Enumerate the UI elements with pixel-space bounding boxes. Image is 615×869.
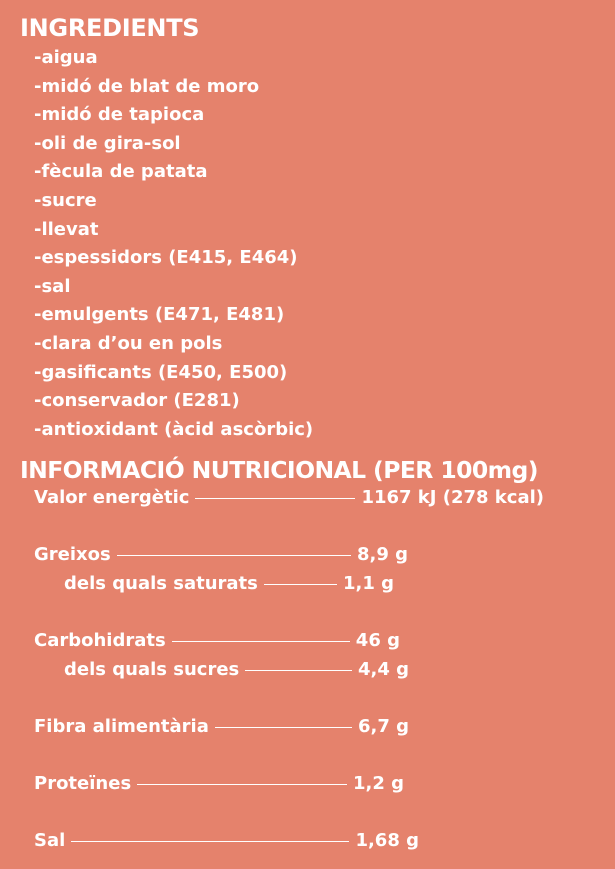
leader-line bbox=[172, 641, 350, 642]
ingredient-item: -midó de tapioca bbox=[34, 104, 205, 126]
nutrition-row-salt bbox=[34, 830, 419, 856]
nutrition-label: dels quals saturats bbox=[64, 573, 258, 594]
leader-line bbox=[215, 727, 352, 728]
nutrition-row-fat bbox=[34, 544, 408, 570]
ingredient-item: -fècula de patata bbox=[34, 161, 208, 183]
ingredient-item: -clara d’ou en pols bbox=[34, 332, 223, 354]
nutrition-label: Proteïnes bbox=[34, 773, 132, 794]
ingredient-item: -sucre bbox=[34, 189, 97, 211]
nutrition-row-carbohydrates bbox=[34, 630, 400, 656]
ingredient-item: -midó de blat de moro bbox=[34, 75, 260, 97]
leader-line bbox=[117, 555, 351, 556]
nutrition-row-saturated bbox=[64, 573, 394, 599]
nutrition-value: 4,4 g bbox=[357, 659, 409, 680]
nutrition-row-protein bbox=[34, 773, 404, 799]
nutrition-label: Sal bbox=[34, 830, 66, 851]
nutrition-row-energy bbox=[34, 487, 544, 513]
ingredient-item: -antioxidant (àcid ascòrbic) bbox=[34, 418, 314, 440]
nutrition-label: Greixos bbox=[34, 544, 111, 565]
leader-line bbox=[195, 498, 355, 499]
nutrition-value: 1,68 g bbox=[355, 830, 419, 851]
ingredient-item: -llevat bbox=[34, 218, 99, 240]
nutrition-value: 46 g bbox=[355, 630, 400, 651]
ingredient-item: -gasificants (E450, E500) bbox=[34, 361, 288, 383]
nutrition-label: dels quals sucres bbox=[64, 659, 240, 680]
nutrition-label: Valor energètic bbox=[34, 487, 190, 508]
ingredient-item: -espessidors (E415, E464) bbox=[34, 247, 298, 269]
nutrition-value: 1,1 g bbox=[342, 573, 394, 594]
ingredients-heading: INGREDIENTS bbox=[20, 14, 200, 42]
nutrition-row-fibre bbox=[34, 716, 409, 742]
ingredient-item: -conservador (E281) bbox=[34, 390, 240, 412]
ingredient-item: -oli de gira-sol bbox=[34, 132, 181, 154]
leader-line bbox=[245, 670, 352, 671]
leader-line bbox=[264, 584, 337, 585]
nutrition-label: Fibra alimentària bbox=[34, 716, 209, 737]
ingredient-item: -aigua bbox=[34, 47, 98, 68]
nutrition-row-sugars bbox=[64, 659, 409, 685]
leader-line bbox=[137, 784, 347, 785]
nutrition-label: Carbohidrats bbox=[34, 630, 166, 651]
ingredients-list bbox=[34, 44, 313, 444]
ingredient-item: -sal bbox=[34, 275, 71, 297]
leader-line bbox=[71, 841, 349, 842]
nutrition-value: 8,9 g bbox=[356, 544, 408, 565]
nutrition-value: 1,2 g bbox=[352, 773, 404, 794]
nutrition-heading: INFORMACIÓ NUTRICIONAL (PER 100mg) bbox=[20, 456, 538, 484]
nutrition-value: 1167 kJ (278 kcal) bbox=[361, 487, 544, 508]
nutrition-value: 6,7 g bbox=[357, 716, 409, 737]
ingredient-item: -emulgents (E471, E481) bbox=[34, 304, 285, 326]
